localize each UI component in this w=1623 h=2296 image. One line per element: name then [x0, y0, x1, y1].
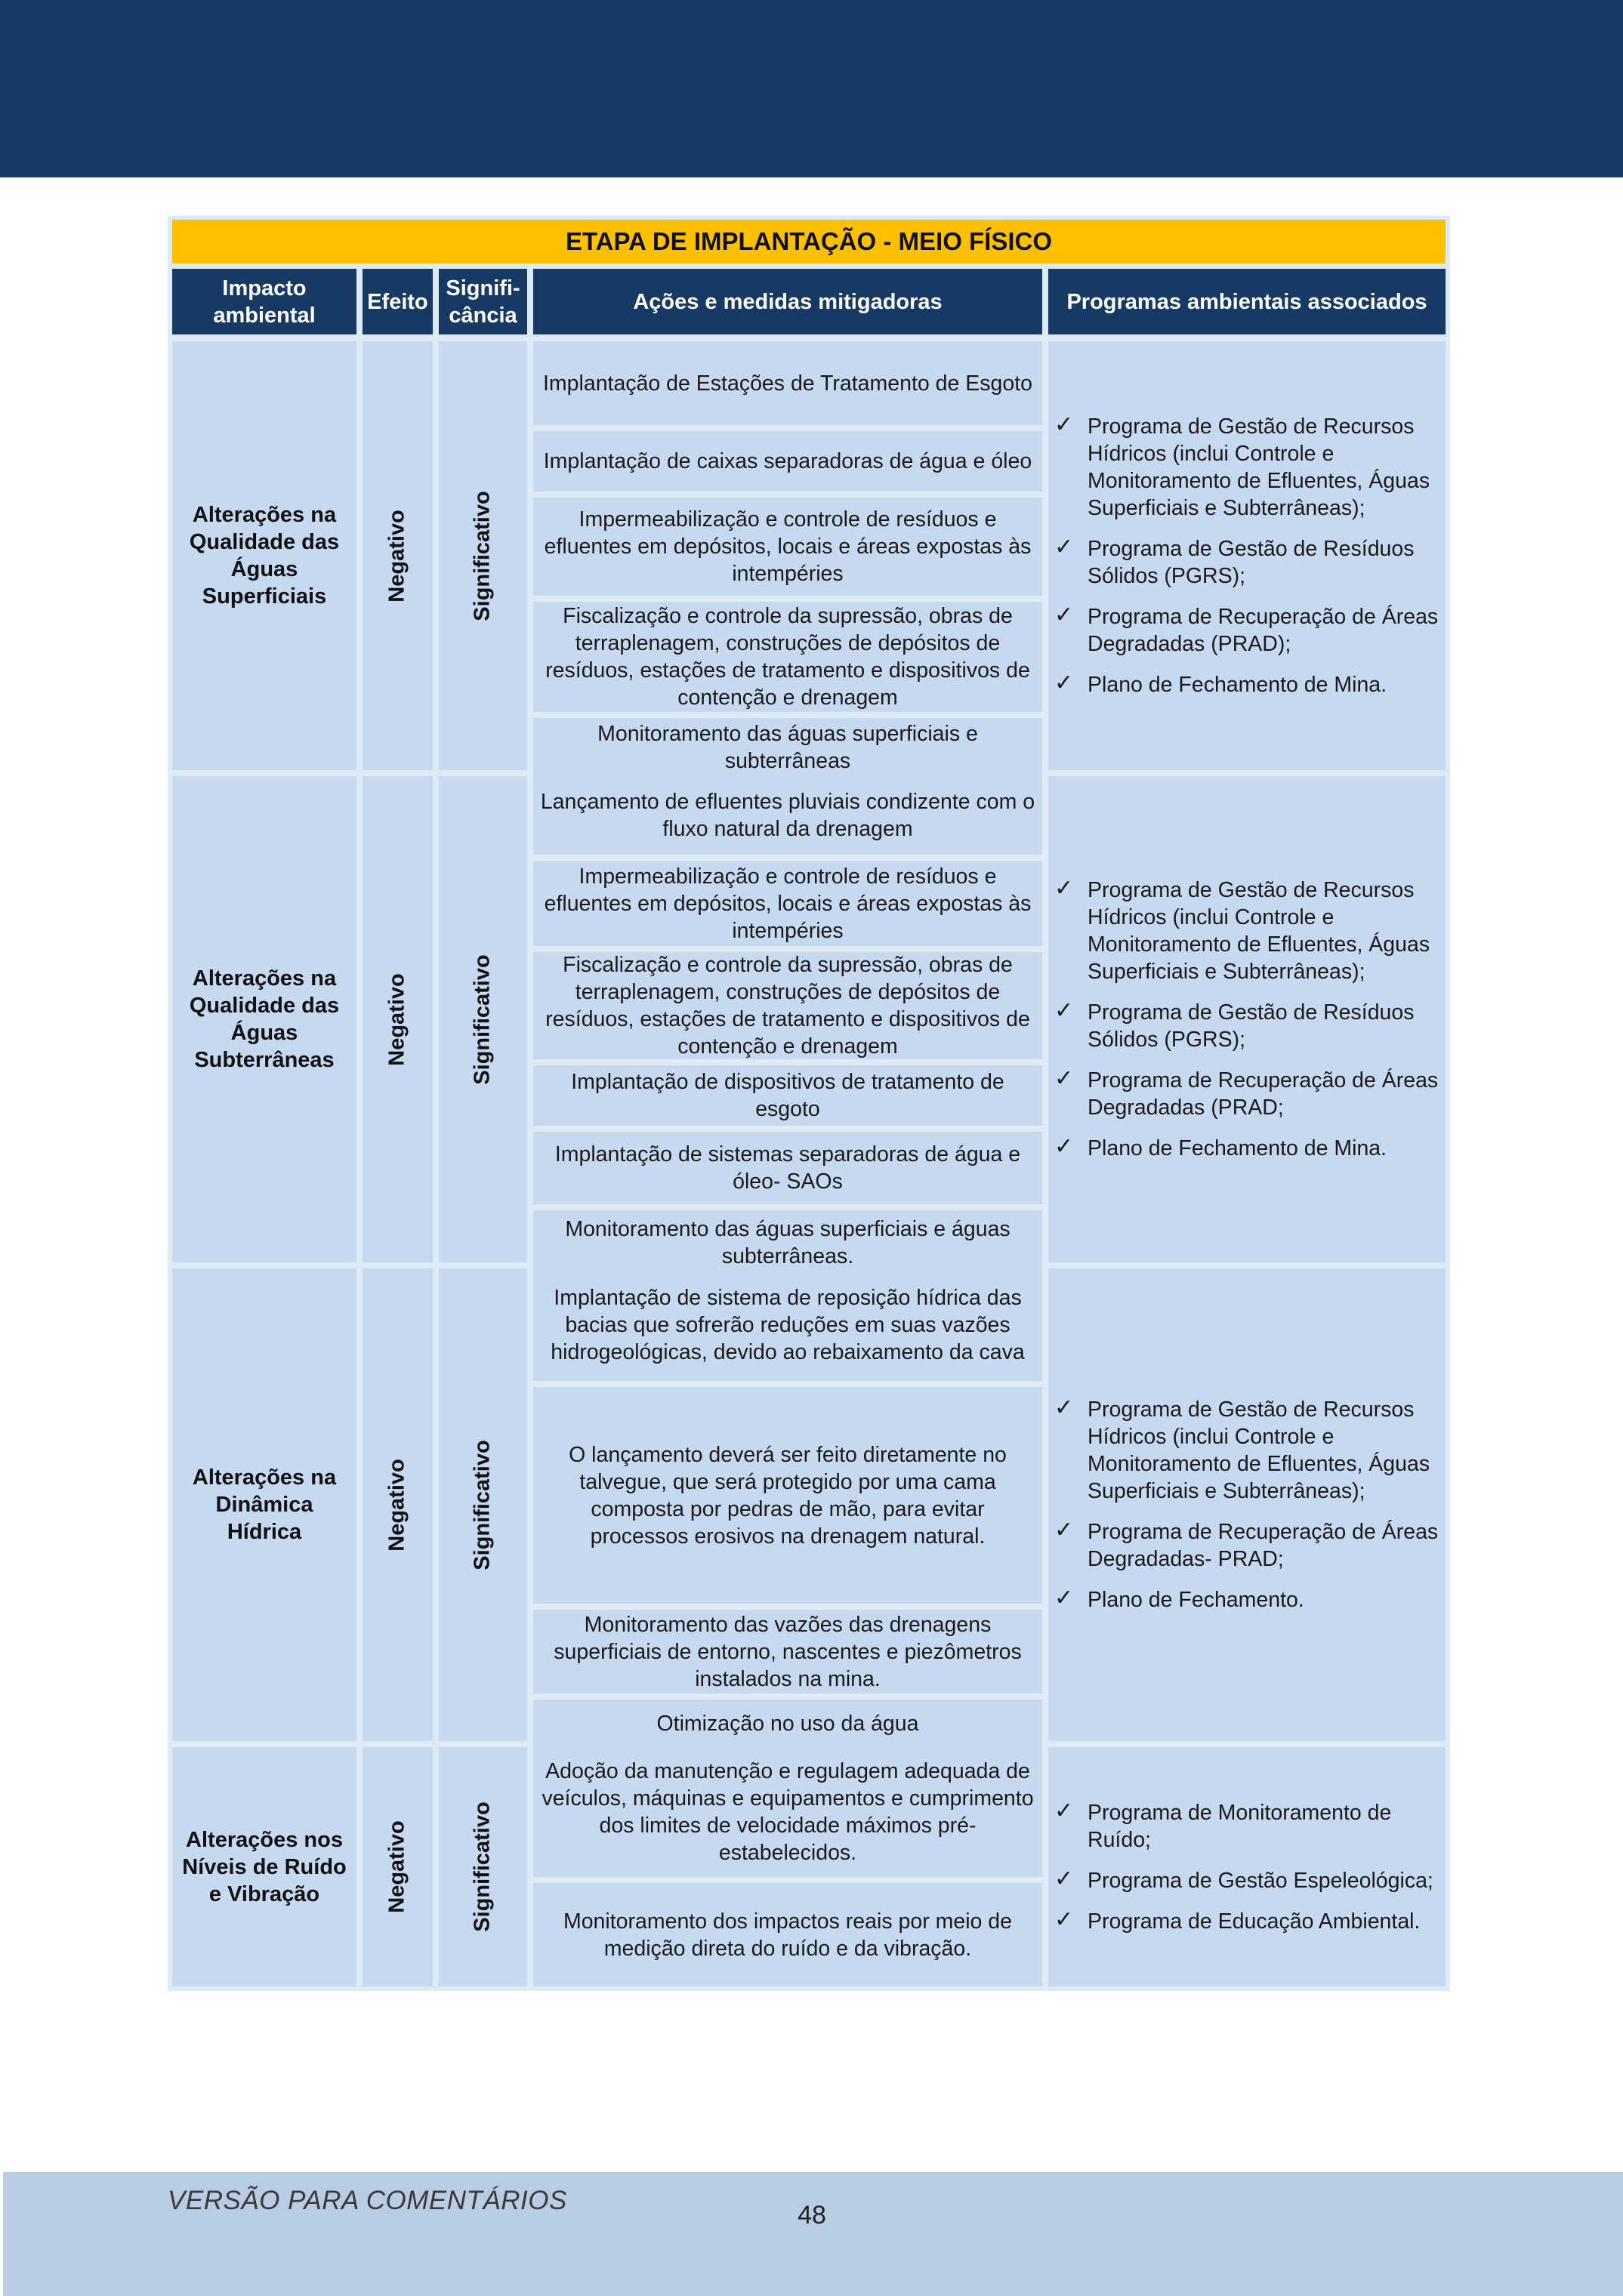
- mitigation-action: Fiscalização e controle da supressão, obras de terraplenagem, construções de depósitos de resíduos, estações de tratamento e dispositivos de contenção e drenagem: [533, 602, 1042, 712]
- program-item: [1053, 1067, 1439, 1121]
- mitigation-action: Impermeabilização e controle de resíduos e efluentes em depósitos, locais e áreas expostas às intempéries: [533, 498, 1042, 596]
- program-item: [1053, 1518, 1439, 1573]
- mitigation-action: Monitoramento dos impactos reais por meio de medição direta do ruído e da vibração.: [533, 1883, 1042, 1986]
- program-item: [1053, 877, 1439, 985]
- mitigation-action: Impermeabilização e controle de resíduos e efluentes em depósitos, locais e áreas expostas às intempéries: [533, 861, 1042, 946]
- mitigation-action: Adoção da manutenção e regulagem adequada de veículos, máquinas e equipamentos e cumprimento dos limites de velocidade máximos pré-estabelecidos.: [533, 1747, 1042, 1877]
- program-item: [1053, 1135, 1439, 1162]
- program-label: Programa de Educação Ambiental.: [1088, 1909, 1421, 1934]
- program-item: [1053, 413, 1439, 522]
- mitigation-action: Otimização no uso da água: [533, 1700, 1042, 1747]
- program-item: [1053, 535, 1439, 590]
- header-impacto: Impacto ambiental: [172, 269, 356, 334]
- significance-cell: [439, 1268, 527, 1741]
- program-label: Plano de Fechamento.: [1088, 1588, 1304, 1612]
- check-icon: ✓: [1054, 1517, 1074, 1543]
- effect-label: Negativo: [385, 1458, 410, 1552]
- mitigation-action: Lançamento de efluentes pluviais condizente com o fluxo natural da drenagem: [533, 776, 1042, 855]
- check-icon: ✓: [1054, 534, 1074, 560]
- program-label: Programa de Recuperação de Áreas Degradadas (PRAD;: [1088, 1068, 1439, 1120]
- programs-list: [1053, 1396, 1439, 1613]
- program-item: [1053, 1908, 1439, 1935]
- programs-cell: [1048, 1268, 1446, 1741]
- effect-cell: [363, 1747, 433, 1986]
- significance-label: Significativo: [471, 954, 495, 1085]
- check-icon: ✓: [1054, 602, 1074, 628]
- effect-cell: [363, 1268, 433, 1741]
- table-title: ETAPA DE IMPLANTAÇÃO - MEIO FÍSICO: [172, 220, 1446, 264]
- program-item: [1053, 1396, 1439, 1505]
- program-item: [1053, 999, 1439, 1053]
- significance-label: Significativo: [471, 490, 495, 621]
- header-efeito: Efeito: [363, 269, 433, 334]
- header-programas: Programas ambientais associados: [1048, 269, 1446, 334]
- impact-cell: Alterações na Dinâmica Hídrica: [172, 1268, 356, 1741]
- programs-list: [1053, 413, 1439, 698]
- program-item: [1053, 603, 1439, 658]
- programs-cell: [1048, 341, 1446, 770]
- effect-cell: [363, 776, 433, 1262]
- check-icon: ✓: [1054, 670, 1074, 696]
- check-icon: ✓: [1054, 997, 1074, 1024]
- effect-label: Negativo: [385, 509, 410, 603]
- program-label: Plano de Fechamento de Mina.: [1088, 1136, 1387, 1160]
- header-acoes: Ações e medidas mitigadoras: [533, 269, 1042, 334]
- significance-label: Significativo: [471, 1801, 495, 1932]
- mitigation-table: [168, 216, 1450, 1991]
- effect-label: Negativo: [385, 1820, 410, 1913]
- impact-cell: Alterações nos Níveis de Ruído e Vibração: [172, 1747, 356, 1986]
- check-icon: ✓: [1054, 1865, 1074, 1892]
- significance-cell: [439, 341, 527, 770]
- check-icon: ✓: [1054, 1133, 1074, 1160]
- mitigation-action: Fiscalização e controle da supressão, obras de terraplenagem, construções de depósitos de resíduos, estações de tratamento e dispositivos de contenção e drenagem: [533, 952, 1042, 1059]
- mitigation-action: Implantação de sistema de reposição hídrica das bacias que sofrerão reduções em suas vazões hidrogeológicas, devido ao rebaixamento da cava: [533, 1268, 1042, 1381]
- mitigation-action: Implantação de Estações de Tratamento de Esgoto: [533, 341, 1042, 425]
- significance-cell: [439, 1747, 527, 1986]
- check-icon: ✓: [1054, 1585, 1074, 1611]
- programs-cell: [1048, 1747, 1446, 1986]
- programs-list: [1053, 877, 1439, 1162]
- program-label: Programa de Gestão de Resíduos Sólidos (PGRS);: [1088, 537, 1415, 588]
- page-number: 48: [798, 2201, 826, 2230]
- program-label: Programa de Gestão Espeleológica;: [1088, 1868, 1433, 1893]
- check-icon: ✓: [1054, 1906, 1074, 1933]
- check-icon: ✓: [1054, 1797, 1074, 1824]
- impact-cell: Alterações na Qualidade das Águas Subterrâneas: [172, 776, 356, 1262]
- mitigation-action: Monitoramento das vazões das drenagens superficiais de entorno, nascentes e piezômetros instalados na mina.: [533, 1610, 1042, 1693]
- program-label: Programa de Gestão de Recursos Hídricos (inclui Controle e Monitoramento de Efluentes, Águas Superficiais e Subterrâneas);: [1088, 1398, 1430, 1503]
- program-label: Programa de Monitoramento de Ruído;: [1088, 1800, 1392, 1852]
- check-icon: ✓: [1054, 875, 1074, 901]
- mitigation-action: Monitoramento das águas superficiais e subterrâneas: [533, 718, 1042, 776]
- impact-cell: Alterações na Qualidade das Águas Superficiais: [172, 341, 356, 770]
- programs-list: [1053, 1799, 1439, 1935]
- check-icon: ✓: [1054, 411, 1074, 438]
- mitigation-action: Implantação de sistemas separadoras de água e óleo- SAOs: [533, 1132, 1042, 1204]
- effect-cell: [363, 341, 433, 770]
- significance-label: Significativo: [471, 1439, 495, 1570]
- program-label: Programa de Recuperação de Áreas Degradadas (PRAD);: [1088, 605, 1439, 656]
- program-item: [1053, 1867, 1439, 1894]
- mitigation-action: Monitoramento das águas superficiais e águas subterrâneas.: [533, 1210, 1042, 1274]
- header-significancia: Signifi-cância: [439, 269, 527, 334]
- header-band: [0, 0, 1623, 177]
- mitigation-action: O lançamento deverá ser feito diretamente no talvegue, que será protegido por uma cama composta por pedras de mão, para evitar processos erosivos na drenagem natural.: [533, 1387, 1042, 1604]
- check-icon: ✓: [1054, 1065, 1074, 1092]
- program-label: Programa de Gestão de Resíduos Sólidos (PGRS);: [1088, 1000, 1415, 1052]
- mitigation-action: Implantação de caixas separadoras de água e óleo: [533, 431, 1042, 492]
- programs-cell: [1048, 776, 1446, 1262]
- program-label: Programa de Gestão de Recursos Hídricos (inclui Controle e Monitoramento de Efluentes, Águas Superficiais e Subterrâneas);: [1088, 878, 1430, 984]
- check-icon: ✓: [1054, 1395, 1074, 1421]
- footer-version-label: VERSÃO PARA COMENTÁRIOS: [168, 2186, 567, 2215]
- program-label: Programa de Gestão de Recursos Hídricos (inclui Controle e Monitoramento de Efluentes, Águas Superficiais e Subterrâneas);: [1088, 415, 1430, 520]
- program-item: [1053, 671, 1439, 698]
- program-item: [1053, 1799, 1439, 1854]
- program-label: Programa de Recuperação de Áreas Degradadas- PRAD;: [1088, 1520, 1439, 1571]
- program-label: Plano de Fechamento de Mina.: [1088, 673, 1387, 697]
- significance-cell: [439, 776, 527, 1262]
- program-item: [1053, 1586, 1439, 1613]
- mitigation-action: Implantação de dispositivos de tratamento de esgoto: [533, 1065, 1042, 1126]
- effect-label: Negativo: [385, 972, 410, 1066]
